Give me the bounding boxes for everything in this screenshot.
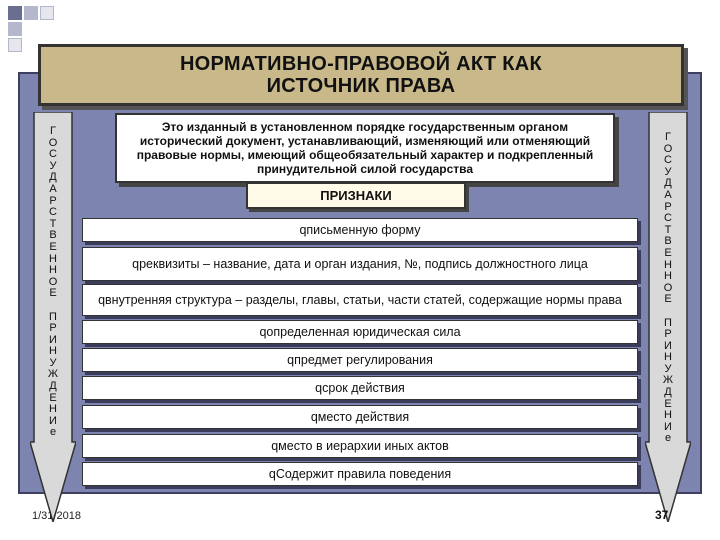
arrow-letter xyxy=(666,306,669,318)
arrow-letter: Н xyxy=(664,270,672,283)
arrow-letter: Д xyxy=(664,177,672,190)
arrow-letter: У xyxy=(664,165,672,178)
arrow-letter: С xyxy=(49,148,57,161)
feature-text: qопределенная юридическая сила xyxy=(259,325,461,339)
arrow-letter: У xyxy=(49,159,57,172)
definition-box xyxy=(115,113,615,183)
title-box xyxy=(38,44,684,106)
arrow-letter: Н xyxy=(49,403,57,416)
arrow-letter: Д xyxy=(49,171,57,184)
feature-text: qписьменную форму xyxy=(299,223,421,237)
arrow-letter: е xyxy=(664,432,672,445)
feature-item xyxy=(82,284,638,316)
feature-text: qместо в иерархии иных актов xyxy=(271,439,449,453)
right-arrow-label xyxy=(659,132,677,445)
arrow-letter: С xyxy=(664,212,672,225)
arrow-letter: Р xyxy=(664,200,672,213)
feature-item xyxy=(82,434,638,458)
deco-square xyxy=(8,38,22,52)
arrow-letter: Р xyxy=(664,328,672,341)
arrow-letter: Р xyxy=(49,322,57,335)
arrow-letter: С xyxy=(664,154,672,167)
feature-text: qместо действия xyxy=(310,410,410,424)
arrow-letter: О xyxy=(663,142,673,155)
arrow-letter: Н xyxy=(49,252,57,265)
arrow-letter: О xyxy=(663,281,673,294)
arrow-letter: И xyxy=(664,420,672,433)
page-number: 37 xyxy=(655,508,669,522)
arrow-letter: У xyxy=(664,362,672,375)
arrow-letter: Н xyxy=(664,351,672,364)
feature-item xyxy=(82,320,638,344)
arrow-letter: Р xyxy=(49,194,57,207)
arrow-letter: Е xyxy=(664,397,672,410)
feature-text: qвнутренняя структура – разделы, главы, статьи, части статей, содержащие нормы права xyxy=(98,293,622,307)
arrow-letter: О xyxy=(48,275,58,288)
definition-text: Это изданный в установленном порядке государственным органом исторический документ, устанавливающий, изменяющий или отменяющий правовые нормы, имеющий общеобязательный характер и подкрепленный принудительной силой государства xyxy=(136,120,594,176)
deco-square xyxy=(8,6,22,20)
feature-text: qпредмет регулирования xyxy=(287,353,433,367)
feature-text: qСодержит правила поведения xyxy=(268,467,452,481)
slide-title: НОРМАТИВНО-ПРАВОВОЙ АКТ КАК ИСТОЧНИК ПРАВА xyxy=(179,53,543,97)
arrow-letter: Г xyxy=(665,131,671,143)
arrow-letter: Т xyxy=(49,217,57,230)
arrow-letter: У xyxy=(49,356,57,369)
deco-square xyxy=(8,22,22,36)
arrow-letter: Е xyxy=(49,287,57,300)
arrow-letter: Д xyxy=(664,386,672,399)
arrow-letter: В xyxy=(49,229,57,242)
feature-item xyxy=(82,376,638,400)
arrow-letter xyxy=(51,300,54,312)
feature-item xyxy=(82,348,638,372)
arrow-letter: Д xyxy=(49,380,57,393)
feature-text: qсрок действия xyxy=(315,381,405,395)
arrow-letter: Е xyxy=(49,240,57,253)
arrow-letter: В xyxy=(664,235,672,248)
arrow-letter: Ж xyxy=(662,374,674,387)
slide-date: 1/31/2018 xyxy=(32,510,81,522)
feature-item xyxy=(82,218,638,242)
arrow-letter: е xyxy=(49,426,57,439)
arrow-letter: И xyxy=(49,333,57,346)
arrow-letter: Н xyxy=(49,264,57,277)
arrow-letter: О xyxy=(48,136,58,149)
arrow-letter: И xyxy=(664,339,672,352)
arrow-letter: А xyxy=(49,182,57,195)
feature-item xyxy=(82,247,638,281)
features-heading-box xyxy=(246,182,466,209)
arrow-letter: Г xyxy=(50,125,56,137)
features-heading: ПРИЗНАКИ xyxy=(320,188,392,203)
arrow-letter: Н xyxy=(664,409,672,422)
arrow-letter: И xyxy=(49,414,57,427)
arrow-letter: П xyxy=(664,316,672,329)
feature-item xyxy=(82,405,638,429)
arrow-letter: П xyxy=(49,310,57,323)
arrow-letter: Е xyxy=(49,391,57,404)
deco-square xyxy=(40,6,54,20)
arrow-letter: Ж xyxy=(47,368,59,381)
arrow-letter: Т xyxy=(664,223,672,236)
feature-text: qреквизиты – название, дата и орган издания, №, подпись должностного лица xyxy=(132,257,588,271)
arrow-letter: А xyxy=(664,188,672,201)
arrow-letter: Е xyxy=(664,293,672,306)
arrow-letter: Е xyxy=(664,246,672,259)
arrow-letter: С xyxy=(49,206,57,219)
deco-square xyxy=(24,6,38,20)
arrow-letter: Н xyxy=(49,345,57,358)
left-arrow-label xyxy=(44,126,62,439)
arrow-letter: Н xyxy=(664,258,672,271)
feature-item xyxy=(82,462,638,486)
